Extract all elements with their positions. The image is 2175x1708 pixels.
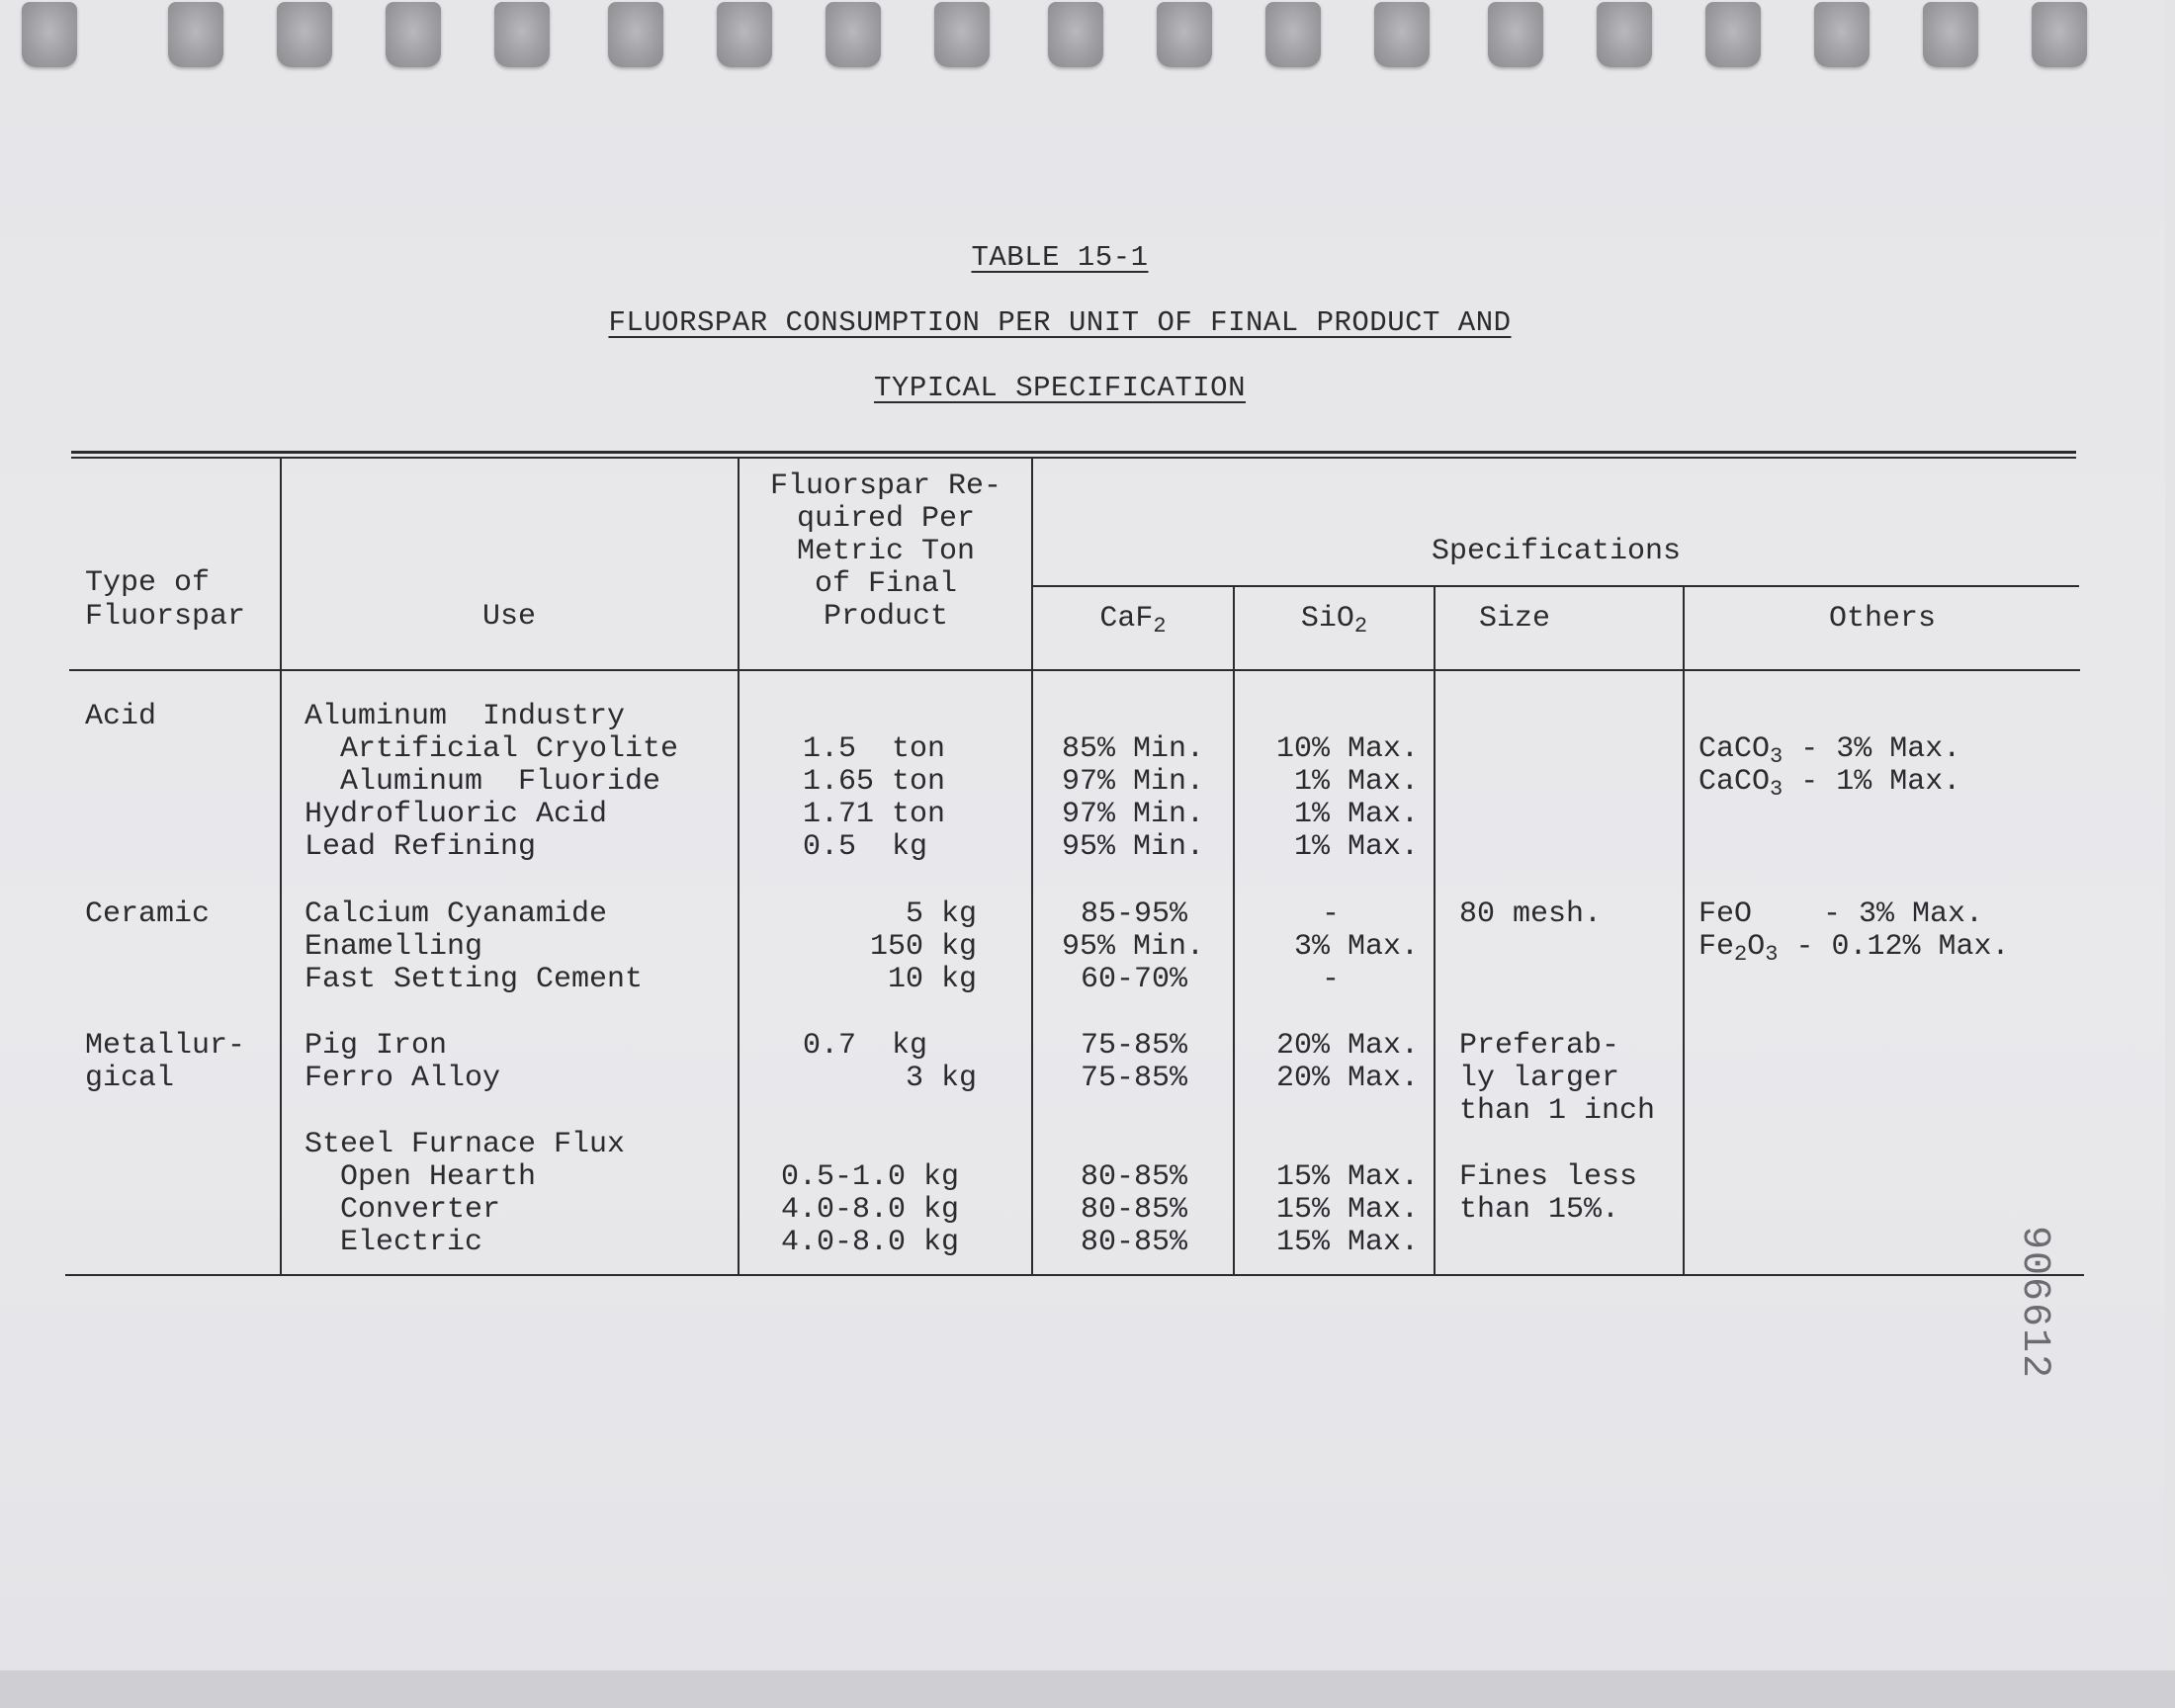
binding-hole <box>1157 2 1212 67</box>
binding-hole <box>168 2 223 67</box>
page-edge-shadow <box>0 1670 2175 1708</box>
required-value: 1.65 ton <box>803 765 946 799</box>
required-value: 4.0-8.0 kg <box>781 1193 960 1227</box>
col-divider <box>1434 585 1436 1275</box>
use-item: Lead Refining <box>304 830 537 864</box>
binding-hole <box>717 2 772 67</box>
use-item: Aluminum Fluoride <box>304 765 661 799</box>
binding-hole <box>1923 2 1978 67</box>
top-rule <box>71 451 2076 454</box>
binding-hole <box>2032 2 2087 67</box>
binding-hole <box>608 2 663 67</box>
binding-hole <box>934 2 990 67</box>
header-others: Others <box>1828 602 1937 636</box>
header-type-line2: Fluorspar <box>85 600 246 634</box>
use-item: Steel Furnace Flux <box>304 1128 626 1161</box>
binding-hole <box>826 2 881 67</box>
others-value: FeO - 3% Max. <box>1698 897 1984 931</box>
caf2-value: 75-85% <box>1081 1029 1188 1063</box>
caf2-value: 80-85% <box>1081 1193 1188 1227</box>
sio2-value: 1% Max. <box>1293 830 1419 864</box>
group-metallurgical-line1: Metallur- <box>85 1029 246 1063</box>
table-title-line2: TYPICAL SPECIFICATION <box>874 372 1246 404</box>
required-value: 10 kg <box>887 963 977 996</box>
header-use: Use <box>481 600 536 634</box>
binding-hole <box>1814 2 1870 67</box>
sio2-value: 20% Max. <box>1275 1062 1419 1095</box>
size-value: Preferab- <box>1459 1029 1620 1063</box>
caf2-value: 97% Min. <box>1062 798 1205 831</box>
use-item: Ferro Alloy <box>304 1062 501 1095</box>
binding-hole <box>1374 2 1430 67</box>
header-required-line1: Fluorspar Re- <box>769 470 1002 503</box>
header-rule <box>69 669 2080 671</box>
required-value: 3 kg <box>905 1062 977 1095</box>
required-value: 0.5-1.0 kg <box>781 1160 960 1194</box>
col-divider <box>1683 585 1685 1275</box>
header-specifications: Specifications <box>1431 535 1682 568</box>
header-required-line3: Metric Ton <box>796 535 976 568</box>
others-value: CaCO$_3$ - 3% Max. <box>1698 732 1961 769</box>
caf2-value: 85% Min. <box>1062 732 1205 766</box>
binding-hole <box>277 2 332 67</box>
caf2-value: 95% Min. <box>1062 830 1205 864</box>
table-title-line1: FLUORSPAR CONSUMPTION PER UNIT OF FINAL PRODUCT AND <box>608 306 1512 339</box>
size-value: than 1 inch <box>1459 1094 1656 1128</box>
margin-stamp-number: 906612 <box>2012 1226 2056 1381</box>
use-item: Hydrofluoric Acid <box>304 798 608 831</box>
group-ceramic: Ceramic <box>85 897 211 931</box>
caf2-value: 95% Min. <box>1062 930 1205 964</box>
sio2-value: - <box>1322 897 1341 931</box>
others-value: $Fe_2O_3 - 0.12\%$ Max. <box>1698 930 2010 967</box>
use-item: Calcium Cyanamide <box>304 897 608 931</box>
header-size: Size <box>1479 602 1551 636</box>
col-divider <box>280 457 282 1275</box>
required-value: 1.71 ton <box>803 798 946 831</box>
binding-hole <box>22 2 77 67</box>
binding-hole <box>1705 2 1761 67</box>
sio2-value: 15% Max. <box>1275 1193 1419 1227</box>
spiral-binding <box>0 0 2175 79</box>
spec-rule <box>1033 585 2079 587</box>
required-value: 1.5 ton <box>803 732 946 766</box>
header-required-line5: Product <box>823 600 949 634</box>
others-value: CaCO$_3$ - 1% Max. <box>1698 765 1961 802</box>
use-item: Electric <box>304 1226 483 1259</box>
header-type-line1: Type of <box>85 566 211 600</box>
binding-hole <box>1488 2 1543 67</box>
bottom-rule <box>65 1274 2084 1276</box>
required-value: 4.0-8.0 kg <box>781 1226 960 1259</box>
required-value: 0.5 kg <box>803 830 928 864</box>
top-rule-2 <box>71 457 2076 459</box>
size-value: Fines less <box>1459 1160 1638 1194</box>
table-label: TABLE 15-1 <box>971 241 1149 274</box>
sio2-value: 1% Max. <box>1293 765 1419 799</box>
binding-hole <box>494 2 550 67</box>
binding-hole <box>1265 2 1321 67</box>
sio2-value: - <box>1322 963 1341 996</box>
size-value: than 15%. <box>1459 1193 1620 1227</box>
header-sio2: SiO$_2$ <box>1300 602 1368 639</box>
header-required-line4: of Final <box>814 567 958 601</box>
sio2-value: 1% Max. <box>1293 798 1419 831</box>
sio2-value: 10% Max. <box>1275 732 1419 766</box>
header-caf2: CaF$_2$ <box>1099 602 1167 639</box>
use-item: Aluminum Industry <box>304 700 626 733</box>
caf2-value: 85-95% <box>1081 897 1188 931</box>
binding-hole <box>1048 2 1103 67</box>
required-value: 5 kg <box>905 897 977 931</box>
size-value: ly larger <box>1459 1062 1620 1095</box>
sio2-value: 20% Max. <box>1275 1029 1419 1063</box>
caf2-value: 75-85% <box>1081 1062 1188 1095</box>
header-required-line2: quired Per <box>796 502 976 536</box>
group-metallurgical-line2: gical <box>85 1062 175 1095</box>
required-value: 0.7 kg <box>803 1029 928 1063</box>
use-item: Fast Setting Cement <box>304 963 644 996</box>
use-item: Converter <box>304 1193 501 1227</box>
caf2-value: 60-70% <box>1081 963 1188 996</box>
sio2-value: 15% Max. <box>1275 1160 1419 1194</box>
sio2-value: 15% Max. <box>1275 1226 1419 1259</box>
required-value: 150 kg <box>869 930 977 964</box>
use-item: Artificial Cryolite <box>304 732 679 766</box>
caf2-value: 80-85% <box>1081 1226 1188 1259</box>
use-item: Open Hearth <box>304 1160 537 1194</box>
sio2-value: 3% Max. <box>1293 930 1419 964</box>
use-item: Pig Iron <box>304 1029 448 1063</box>
binding-hole <box>1597 2 1652 67</box>
use-item: Enamelling <box>304 930 483 964</box>
group-acid: Acid <box>85 700 157 733</box>
size-value: 80 mesh. <box>1459 897 1603 931</box>
caf2-value: 97% Min. <box>1062 765 1205 799</box>
caf2-value: 80-85% <box>1081 1160 1188 1194</box>
binding-hole <box>386 2 441 67</box>
